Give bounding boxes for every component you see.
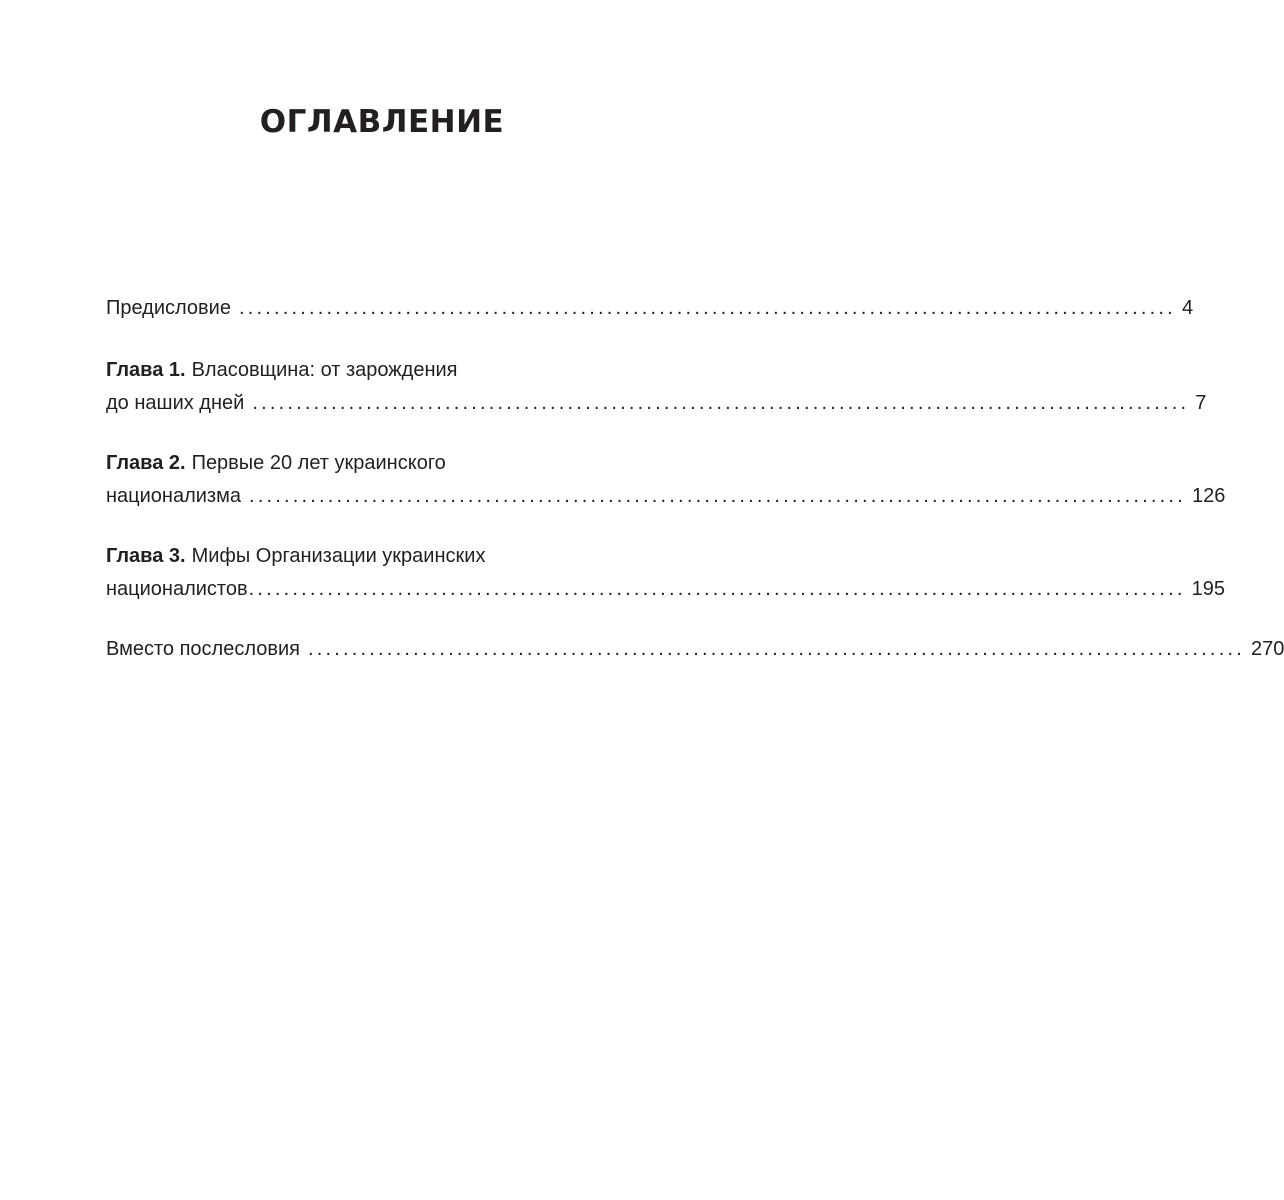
- toc-entry-title-continuation: националистов: [106, 578, 248, 600]
- toc-entry-chapter-1[interactable]: [106, 354, 1207, 420]
- dot-leader: ...........................................................................................................: [252, 392, 1190, 414]
- toc-entry-title: Вместо послесловия: [106, 638, 300, 660]
- toc-entry-title: Власовщина: от зарождения: [191, 359, 458, 381]
- toc-entry-title-continuation: национализма: [106, 485, 241, 507]
- chapter-label: Глава 3.: [106, 545, 186, 567]
- page-number: 195: [1191, 578, 1225, 600]
- chapter-label: Глава 2.: [106, 452, 186, 474]
- toc-entry-title-continuation: до наших дней: [106, 392, 245, 414]
- page-number: 270: [1250, 638, 1284, 660]
- page-number: 126: [1191, 485, 1226, 507]
- page-title: ОГЛАВЛЕНИЕ: [259, 104, 505, 140]
- toc-entry-title: Предисловие: [106, 297, 231, 319]
- toc-entry-afterword[interactable]: [106, 633, 1284, 666]
- dot-leader: ...........................................................................................................: [248, 578, 1186, 600]
- page-number: 7: [1195, 392, 1207, 414]
- dot-leader: ...........................................................................................................: [238, 297, 1176, 319]
- dot-leader: ...........................................................................................................: [248, 485, 1186, 507]
- toc-entry-chapter-3[interactable]: [106, 540, 1225, 606]
- table-of-contents: [106, 292, 1284, 666]
- toc-entry-chapter-2[interactable]: [106, 447, 1226, 513]
- toc-entry-title: Мифы Организации украинских: [191, 545, 486, 567]
- toc-entry-title: Первые 20 лет украинского: [191, 452, 446, 474]
- chapter-label: Глава 1.: [106, 359, 186, 381]
- toc-entry-foreword[interactable]: [106, 292, 1194, 325]
- page-number: 4: [1181, 297, 1194, 319]
- dot-leader: ...........................................................................................................: [308, 638, 1245, 660]
